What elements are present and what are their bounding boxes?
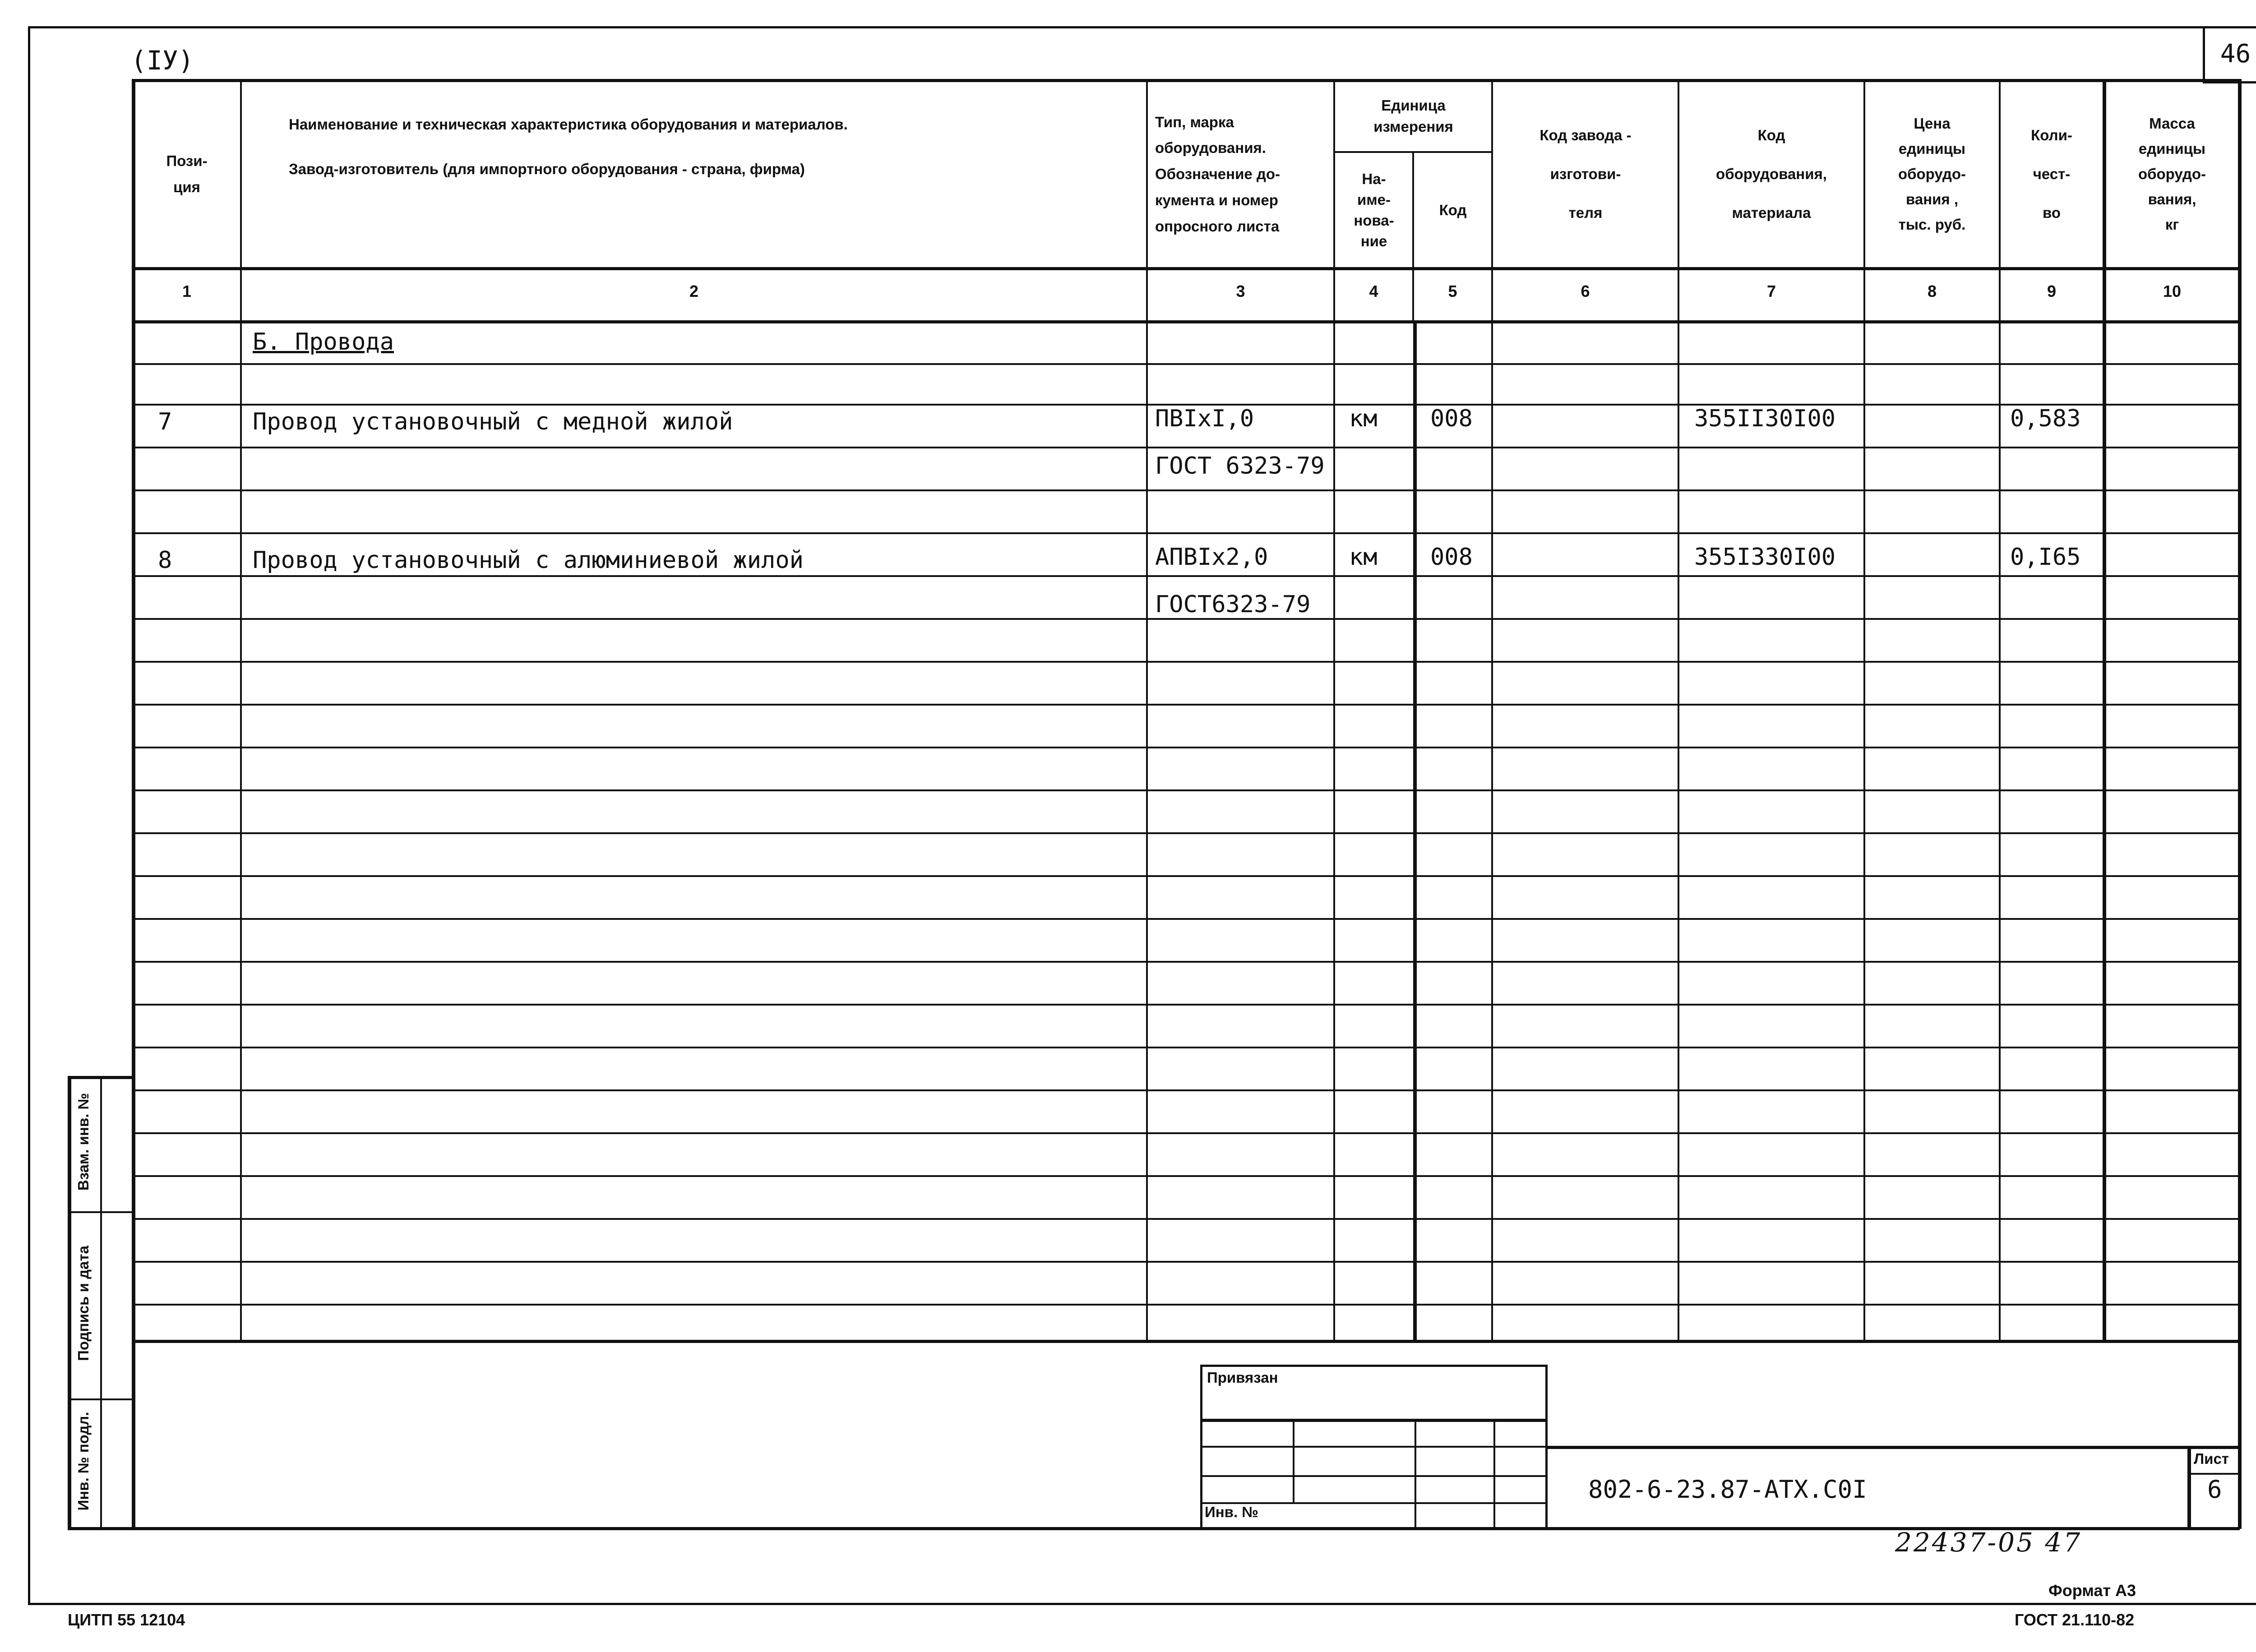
table-right-border — [2238, 79, 2242, 1529]
side-stamp-divider — [100, 1076, 102, 1529]
side-sign-date: Подпись и дата — [75, 1246, 92, 1361]
sheet-number: 6 — [2207, 1475, 2222, 1504]
col-divider-8 — [1999, 79, 2001, 1342]
table-row-line — [132, 1304, 2240, 1306]
bound-col-2 — [1415, 1419, 1416, 1529]
row-7-name: Провод установочный с медной жилой — [253, 408, 733, 435]
header-bottom-line — [132, 267, 2240, 270]
row-8-name: Провод установочный с алюминиевой жилой — [253, 547, 804, 574]
table-row-line — [132, 832, 2240, 834]
row-7-position: 7 — [158, 408, 172, 435]
side-inv-orig: Инв. № подл. — [75, 1412, 92, 1511]
table-row-line — [132, 1261, 2240, 1263]
column-number-1: 1 — [182, 282, 192, 300]
column-number-4: 4 — [1369, 282, 1378, 300]
table-row-line — [132, 747, 2240, 748]
row-8-unit: км — [1349, 544, 1378, 571]
bound-line-3 — [1200, 1475, 1548, 1477]
header-unit-code: Код — [1439, 202, 1467, 219]
table-row-line — [132, 489, 2240, 491]
table-row-line — [132, 789, 2240, 791]
sheet-label: Лист — [2194, 1450, 2229, 1467]
column-number-9: 9 — [2047, 282, 2057, 300]
table-row-line — [132, 618, 2240, 620]
header-mass: Масса единицы оборудо- вания, кг — [2138, 115, 2206, 233]
header-factory-code: Код завода - изготови- теля — [1539, 127, 1632, 221]
row-7-unit: км — [1349, 405, 1378, 432]
row-8-material-code: 355I330I00 — [1694, 544, 1836, 571]
table-row-line — [132, 575, 2240, 577]
side-inv-replace: Взам. инв. № — [75, 1093, 92, 1191]
col-divider-3 — [1333, 79, 1335, 1342]
body-bottom-line — [132, 1340, 2240, 1343]
col-divider-9 — [2103, 79, 2106, 1342]
header-material-code: Код оборудования, материала — [1716, 127, 1827, 221]
bound-line-1 — [1200, 1419, 1548, 1422]
column-number-2: 2 — [689, 282, 699, 300]
table-row-line — [132, 1132, 2240, 1134]
header-quantity: Коли- чест- во — [2031, 127, 2072, 221]
footer-right: ГОСТ 21.110-82 — [2015, 1610, 2135, 1629]
table-row-line — [132, 1047, 2240, 1048]
table-row-line — [132, 704, 2240, 706]
column-number-10: 10 — [2163, 282, 2182, 300]
bound-col-3 — [1493, 1419, 1495, 1529]
unit-group-divider — [1333, 151, 1491, 153]
row-8-position: 8 — [158, 547, 172, 574]
row-7-type: ПВIхI,0 — [1155, 405, 1254, 432]
header-type: Тип, марка оборудования. Обозначение до- кумента и номер опросного листа — [1155, 113, 1280, 235]
table-row-line — [132, 661, 2240, 663]
column-number-8: 8 — [1927, 282, 1937, 300]
code-block-top — [1548, 1446, 2240, 1449]
col-divider-1 — [240, 79, 242, 1342]
document-code: 802-6-23.87-АТХ.С0I — [1588, 1475, 1867, 1504]
row-8-quantity: 0,I65 — [2010, 544, 2081, 571]
table-row-line — [132, 447, 2240, 448]
row-7-material-code: 355II30I00 — [1694, 405, 1836, 432]
header-price: Цена единицы оборудо- вания , тыс. руб. — [1898, 115, 1966, 233]
header-name: Наименование и техническая характеристика оборудования и материалов. Завод-изготовитель (для импортного оборудования - страна, фирма) — [289, 116, 848, 177]
table-row-line — [132, 1218, 2240, 1220]
table-row-line — [132, 1089, 2240, 1091]
col-divider-6 — [1678, 79, 1679, 1342]
table-row-line — [132, 363, 2240, 365]
column-number-7: 7 — [1766, 282, 1776, 300]
bound-line-2 — [1200, 1446, 1548, 1448]
table-row-line — [132, 1175, 2240, 1177]
col-divider-7 — [1863, 79, 1865, 1342]
bound-label: Привязан — [1207, 1369, 1278, 1386]
handwritten-number: 22437-05 47 — [1895, 1527, 2082, 1558]
column-number-5: 5 — [1448, 282, 1457, 300]
header-position: Пози- ция — [166, 152, 208, 195]
numbers-bottom-line — [132, 320, 2240, 323]
side-stamp-left — [68, 1076, 71, 1529]
table-row-line — [132, 918, 2240, 920]
row-8-type: АПВIх2,0 — [1155, 544, 1268, 571]
col-divider-2 — [1146, 79, 1148, 1342]
inv-label: Инв. № — [1205, 1504, 1259, 1520]
row-7-quantity: 0,583 — [2010, 405, 2081, 432]
footer-left: ЦИТП 55 12104 — [68, 1610, 185, 1629]
table-row-line — [132, 875, 2240, 877]
sheet-box-left — [2187, 1446, 2191, 1529]
row-7-doc: ГОСТ 6323-79 — [1155, 452, 1325, 480]
page-number: 46 — [2203, 26, 2256, 83]
sheet-box-divider — [2187, 1473, 2240, 1475]
corner-label: (IУ) — [131, 45, 194, 76]
table-row-line — [132, 1004, 2240, 1006]
section-title: Б. Провода — [253, 328, 394, 355]
table-row-line — [132, 532, 2240, 534]
column-number-6: 6 — [1581, 282, 1590, 300]
table-row-line — [132, 961, 2240, 963]
column-number-3: 3 — [1236, 282, 1245, 300]
row-8-unit-code: 008 — [1430, 544, 1473, 571]
col-divider-4-thick — [1413, 321, 1417, 1342]
header-unit-name: На- име- нова- ние — [1354, 170, 1394, 250]
row-7-unit-code: 008 — [1430, 405, 1473, 432]
format-label: Формат А3 — [2048, 1581, 2136, 1600]
row-8-doc: ГОСТ6323-79 — [1155, 591, 1311, 618]
col-divider-5 — [1491, 79, 1493, 1342]
header-unit-group: Единица измерения — [1373, 97, 1453, 135]
bound-col-1 — [1293, 1419, 1294, 1502]
